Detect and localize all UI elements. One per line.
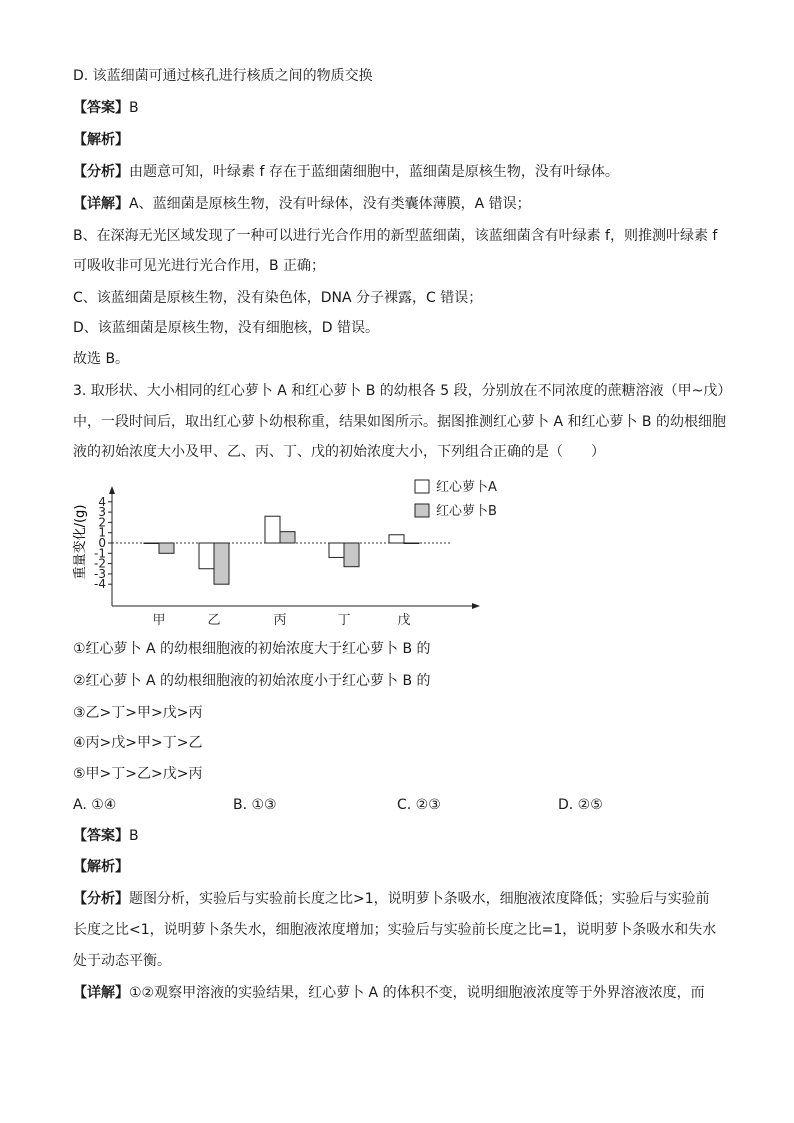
y-tick-label: 1	[98, 525, 106, 540]
statement-1: ①红心萝卜 A 的幼根细胞液的初始浓度大于红心萝卜 B 的	[73, 641, 431, 657]
analysis-text: 由题意可知，叶绿素 f 存在于蓝细菌细胞中，蓝细菌是原核生物，没有叶绿体。	[129, 164, 619, 180]
analysis-text-2: 题图分析，实验后与实验前长度之比>1，说明萝卜条吸水，细胞液浓度降低；实验后与实验前	[129, 891, 710, 907]
answer-tag: 【答案】	[73, 100, 129, 116]
y-tick-label: -1	[94, 546, 106, 561]
bar-chart	[70, 470, 510, 635]
x-tick-label: 甲	[152, 613, 166, 628]
question-line-1: 3. 取形状、大小相同的红心萝卜 A 和红心萝卜 B 的幼根各 5 段，分别放在不同浓度的蔗糖溶液（甲~戊）	[73, 383, 732, 399]
detail-tag-2: 【详解】	[73, 985, 129, 1001]
y-tick-label: -3	[94, 566, 106, 581]
y-tick-label: 3	[98, 505, 106, 520]
bar-b	[214, 543, 229, 584]
answer-tag-2: 【答案】	[73, 828, 129, 844]
analysis-sub-tag: 【分析】	[73, 164, 129, 180]
bar-a	[329, 543, 344, 557]
analysis-line	[73, 162, 619, 182]
bar-a	[265, 516, 280, 543]
legend-swatch	[415, 480, 429, 493]
detail-b-line-2: 可吸收非可见光进行光合作用，B 正确；	[73, 258, 326, 274]
detail-tag: 【详解】	[73, 196, 129, 212]
detail-d-line: D、该蓝细菌是原核生物，没有细胞核，D 错误。	[73, 320, 380, 336]
legend-swatch	[415, 504, 429, 517]
detail-b-line-1: B、在深海无光区域发现了一种可以进行光合作用的新型蓝细菌，该蓝细菌含有叶绿素 f，则推测叶绿素 f	[73, 228, 718, 244]
y-axis-arrow	[109, 486, 115, 494]
y-axis-label: 重量变化/(g)	[73, 504, 88, 580]
detail-line-2	[73, 983, 705, 1003]
statement-4: ④丙>戊>甲>丁>乙	[73, 735, 203, 751]
analysis-sub-tag-2: 【分析】	[73, 891, 129, 907]
detail-text-2: ①②观察甲溶液的实验结果，红心萝卜 A 的体积不变，说明细胞液浓度等于外界溶液浓度，而	[129, 985, 705, 1001]
option-d-text: D. 该蓝细菌可通过核孔进行核质之间的物质交换	[73, 68, 373, 84]
answer-line-2	[73, 826, 139, 846]
detail-line	[73, 194, 531, 214]
bar-b	[344, 543, 359, 567]
choice-a: A. ①④	[73, 797, 117, 813]
analysis-line-2	[73, 889, 710, 909]
answer-value: B	[129, 100, 139, 116]
statement-2: ②红心萝卜 A 的幼根细胞液的初始浓度小于红心萝卜 B 的	[73, 673, 431, 689]
bar-a	[389, 535, 404, 543]
question-line-2: 中，一段时间后，取出红心萝卜幼根称重，结果如图所示。据图推测红心萝卜 A 和红心萝卜 B 的幼根细胞	[73, 414, 726, 430]
choice-c: C. ②③	[397, 797, 441, 813]
conclusion-line: 故选 B。	[73, 351, 130, 367]
legend-label: 红心萝卜A	[436, 480, 497, 495]
analysis-tag: 【解析】	[73, 132, 129, 148]
x-axis-arrow	[472, 603, 480, 609]
y-tick-label: 0	[98, 536, 106, 550]
bar-a	[144, 543, 159, 544]
analysis-line-3: 长度之比<1，说明萝卜条失水，细胞液浓度增加；实验后与实验前长度之比=1，说明萝卜条吸水和失水	[73, 922, 717, 938]
analysis-heading	[73, 130, 129, 150]
y-tick-label: 4	[98, 494, 106, 509]
y-tick-label: 2	[98, 515, 106, 530]
x-tick-label: 戊	[397, 613, 411, 628]
bar-b	[159, 543, 174, 553]
y-tick-label: -4	[94, 577, 106, 592]
bar-a	[199, 543, 214, 569]
bar-b	[280, 532, 295, 543]
choice-b: B. ①③	[233, 797, 277, 813]
x-tick-label: 丙	[273, 613, 287, 628]
legend-label: 红心萝卜B	[436, 504, 497, 519]
answer-value-2: B	[129, 828, 139, 844]
analysis-tag-2: 【解析】	[73, 859, 129, 875]
analysis-line-4: 处于动态平衡。	[73, 953, 171, 969]
statement-5: ⑤甲>丁>乙>戊>丙	[73, 766, 203, 782]
choice-d: D. ②⑤	[558, 797, 603, 813]
analysis-heading-2	[73, 857, 129, 877]
bar-b	[404, 543, 419, 544]
detail-text: A、蓝细菌是原核生物，没有叶绿体，没有类囊体薄膜，A 错误；	[129, 196, 531, 212]
question-line-3: 液的初始浓度大小及甲、乙、丙、丁、戊的初始浓度大小，下列组合正确的是（ ）	[73, 444, 605, 460]
x-tick-label: 丁	[337, 613, 351, 628]
statement-3: ③乙>丁>甲>戊>丙	[73, 705, 203, 721]
answer-line	[73, 98, 139, 118]
y-tick-label: -2	[94, 556, 106, 571]
detail-c-line: C、该蓝细菌是原核生物，没有染色体，DNA 分子裸露，C 错误；	[73, 290, 483, 306]
x-tick-label: 乙	[207, 613, 221, 628]
